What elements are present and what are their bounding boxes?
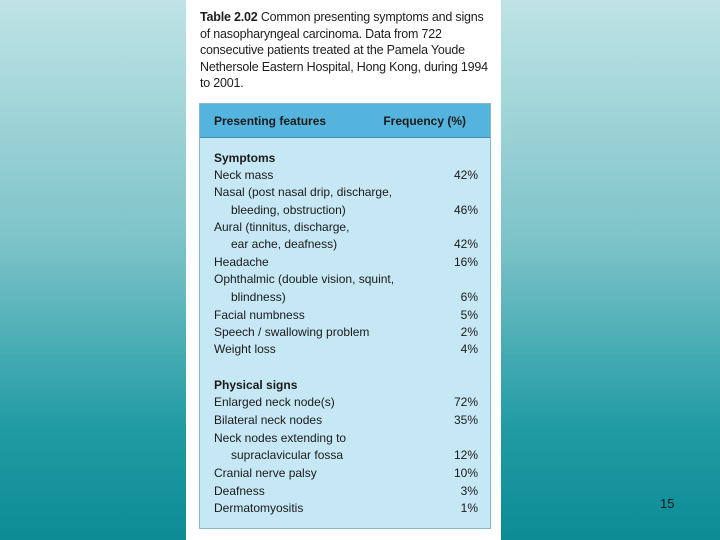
header-presenting-features: Presenting features <box>214 114 327 128</box>
row-value: 42% <box>453 237 478 251</box>
row-label: Deafness <box>214 484 265 498</box>
table-row <box>214 236 478 253</box>
row-label: Facial numbness <box>214 308 305 322</box>
row-value: 4% <box>460 342 478 356</box>
table-header <box>200 104 490 138</box>
table-row <box>214 341 478 358</box>
row-value: 12% <box>453 448 478 462</box>
row-label: Weight loss <box>214 342 276 356</box>
row-value: 46% <box>453 203 478 217</box>
table-row <box>214 447 478 464</box>
row-value: 5% <box>460 308 478 322</box>
section-heading-physical-signs <box>214 377 478 394</box>
table-row <box>214 219 478 236</box>
table-row <box>214 483 478 500</box>
row-label: ear ache, deafness) <box>231 237 338 251</box>
table-row <box>214 465 478 482</box>
table-row <box>214 289 478 306</box>
table-row <box>214 254 478 271</box>
table-row <box>214 500 478 517</box>
table-row <box>214 271 478 288</box>
row-label: Dermatomyositis <box>214 501 304 515</box>
row-label: bleeding, obstruction) <box>231 203 346 217</box>
caption-label: Table 2.02 <box>200 10 258 24</box>
row-label: Nasal (post nasal drip, discharge, <box>214 185 393 199</box>
row-label: Symptoms <box>214 151 276 165</box>
row-label: Bilateral neck nodes <box>214 413 323 427</box>
row-value: 6% <box>460 290 478 304</box>
row-value: 3% <box>460 484 478 498</box>
table-caption <box>200 9 492 92</box>
row-value: 10% <box>453 466 478 480</box>
row-label: Headache <box>214 255 269 269</box>
section-heading-symptoms <box>214 150 478 167</box>
caption-text: Common presenting symptoms and signs of nasopharyngeal carcinoma. Data from 722 consecutive patients treated at the Pamela Youde Nethersole Eastern Hospital, Hong Kong, during 1994 to 2001. <box>200 10 488 90</box>
row-label: supraclavicular fossa <box>231 448 344 462</box>
table-row <box>214 430 478 447</box>
slide-page-number: 15 <box>660 496 675 511</box>
table-row <box>214 167 478 184</box>
table-row <box>214 184 478 201</box>
row-value: 1% <box>460 501 478 515</box>
table-row <box>214 394 478 411</box>
row-label: Cranial nerve palsy <box>214 466 317 480</box>
row-value: 42% <box>453 168 478 182</box>
row-value: 72% <box>453 395 478 409</box>
symptoms-table <box>199 103 491 529</box>
row-value: 2% <box>460 325 478 339</box>
row-value: 16% <box>453 255 478 269</box>
table-row <box>214 412 478 429</box>
row-label: Neck mass <box>214 168 274 182</box>
row-label: Neck nodes extending to <box>214 431 347 445</box>
row-label: Enlarged neck node(s) <box>214 395 335 409</box>
table-page <box>186 0 501 540</box>
row-label: Physical signs <box>214 378 298 392</box>
row-label: Ophthalmic (double vision, squint, <box>214 272 395 286</box>
row-label: Aural (tinnitus, discharge, <box>214 220 350 234</box>
table-row <box>214 324 478 341</box>
table-row <box>214 202 478 219</box>
row-label: blindness) <box>231 290 286 304</box>
header-frequency: Frequency (%) <box>383 114 466 128</box>
row-label: Speech / swallowing problem <box>214 325 370 339</box>
row-value: 35% <box>453 413 478 427</box>
table-row <box>214 307 478 324</box>
